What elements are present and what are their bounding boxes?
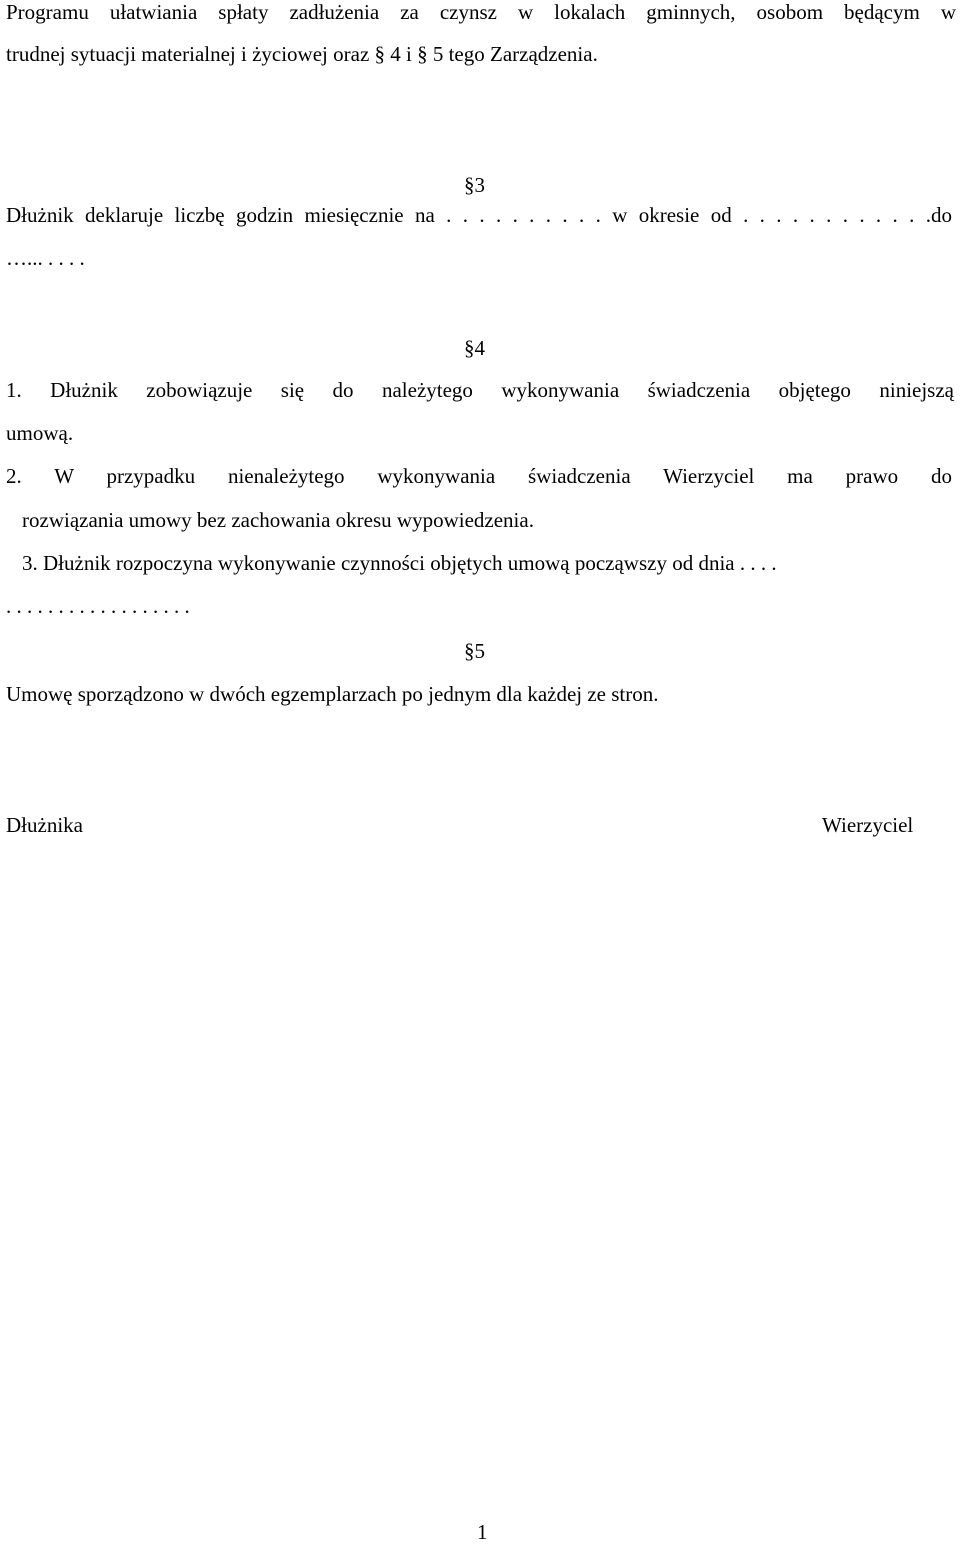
section-4-item-1-line-2: umową. [6,421,74,445]
section-3-heading: §3 [464,173,485,197]
section-4-item-3-line-1: 3. Dłużnik rozpoczyna wykonywanie czynności objętych umową począwszy od dnia . . . . [22,551,777,575]
section-4-heading: §4 [464,336,485,360]
intro-line-1: Programu ułatwiania spłaty zadłużenia za czynsz w lokalach gminnych, osobom będącym w [6,0,956,24]
section-4-item-1-line-1: 1. Dłużnik zobowiązuje się do należytego wykonywania świadczenia objętego niniejszą [6,378,954,402]
section-4-item-3-line-2: . . . . . . . . . . . . . . . . . . [6,594,190,618]
section-4-item-2-line-1: 2. W przypadku nienależytego wykonywania świadczenia Wierzyciel ma prawo do [6,464,952,488]
page-number: 1 [477,1520,488,1544]
section-3-line-1: Dłużnik deklaruje liczbę godzin miesięcznie na . . . . . . . . . . w okresie od . . . . . . . . . . . .do [6,203,952,227]
section-5-heading: §5 [464,639,485,663]
section-3-line-2: …... . . . . [6,246,85,270]
intro-line-2: trudnej sytuacji materialnej i życiowej oraz § 4 i § 5 tego Zarządzenia. [6,42,598,66]
section-5-line-1: Umowę sporządzono w dwóch egzemplarzach po jednym dla każdej ze stron. [6,682,659,706]
signature-debtor-label: Dłużnika [6,813,83,837]
section-4-item-2-line-2: rozwiązania umowy bez zachowania okresu wypowiedzenia. [22,508,534,532]
signature-creditor-label: Wierzyciel [822,813,914,837]
